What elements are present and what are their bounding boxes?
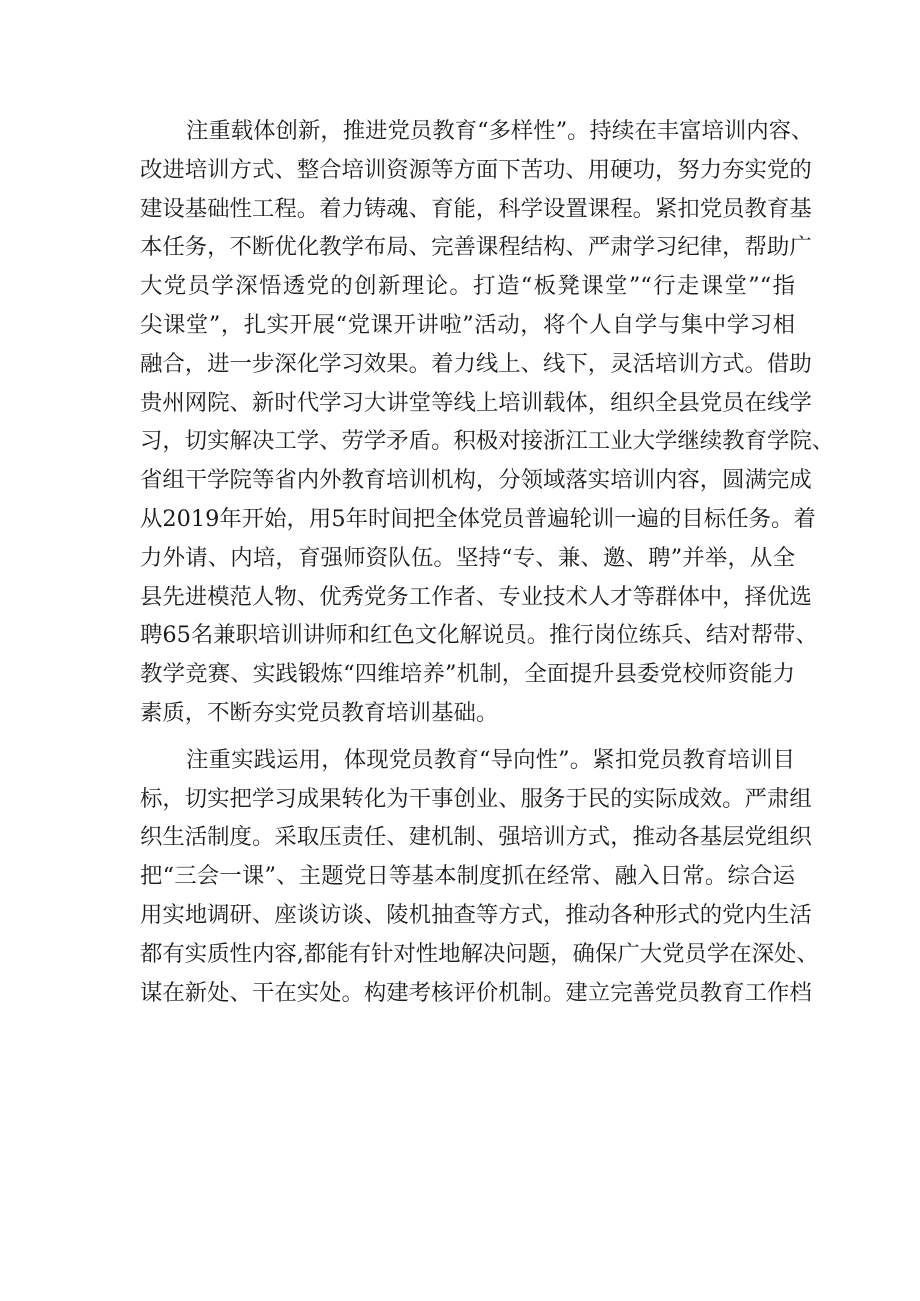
paragraph-gap [140,733,795,741]
text-line: 县先进模范人物、优秀党务工作者、专业技术人才等群体中，择优选 [140,583,812,610]
text-line: 织生活制度。采取压责任、建机制、强培训方式，推动各基层党组织 [140,824,812,851]
text-line: 习，切实解决工学、劳学矛盾。积极对接浙江工业大学继续教育学院、 [140,428,835,455]
text-line: 用实地调研、座谈访谈、陵机抽查等方式，推动各种形式的党内生活 [140,901,812,928]
text-line: 力外请、内培，育强师资队伍。坚持“专、兼、邀、聘”并举，从全 [140,544,795,571]
text-line: 注重实践运用，体现党员教育“导向性”。紧扣党员教育培训目 [186,746,795,773]
text-line: 都有实质性内容,都能有针对性地解决问题，确保广大党员学在深处、 [140,940,819,967]
text-line: 融合，进一步深化学习效果。着力线上、线下，灵活培训方式。借助 [140,350,812,377]
text-line: 教学竞赛、实践锻炼“四维培养”机制，全面提升县委党校师资能力 [140,661,795,688]
text-line: 本任务，不断优化教学布局、完善课程结构、严肃学习纪律，帮助广 [140,234,812,261]
text-line: 素质，不断夯实党员教育培训基础。 [140,699,499,726]
text-line: 尖课堂”，扎实开展“党课开讲啦”活动，将个人自学与集中学习相 [140,311,795,338]
text-line: 聘65名兼职培训讲师和红色文化解说员。推行岗位练兵、结对帮带、 [140,622,818,649]
text-line: 标，切实把学习成果转化为干事创业、服务于民的实际成效。严肃组 [140,785,812,812]
text-line: 贵州网院、新时代学习大讲堂等线上培训载体，组织全县党员在线学 [140,389,812,416]
text-line: 省组干学院等省内外教育培训机构，分领域落实培训内容，圆满完成 [140,467,812,494]
text-line: 建设基础性工程。着力铸魂、育能，科学设置课程。紧扣党员教育基 [140,195,812,222]
paragraph-2 [140,741,819,1013]
text-line: 改进培训方式、整合培训资源等方面下苦功、用硬功，努力夯实党的 [140,156,812,183]
text-line: 注重载体创新，推进党员教育“多样性”。持续在丰富培训内容、 [186,118,814,144]
text-line: 大党员学深悟透党的创新理论。打造“板凳课堂”“行走课堂”“指 [140,273,795,300]
text-line: 谋在新处、干在实处。构建考核评价机制。建立完善党员教育工作档 [140,979,812,1006]
paragraph-1 [140,112,835,733]
text-line: 把“三会一课”、主题党日等基本制度抓在经常、融入日常。综合运 [140,863,795,890]
text-line: 从2019年开始，用5年时间把全体党员普遍轮训一遍的目标任务。着 [140,505,816,532]
document-body [140,112,835,1012]
